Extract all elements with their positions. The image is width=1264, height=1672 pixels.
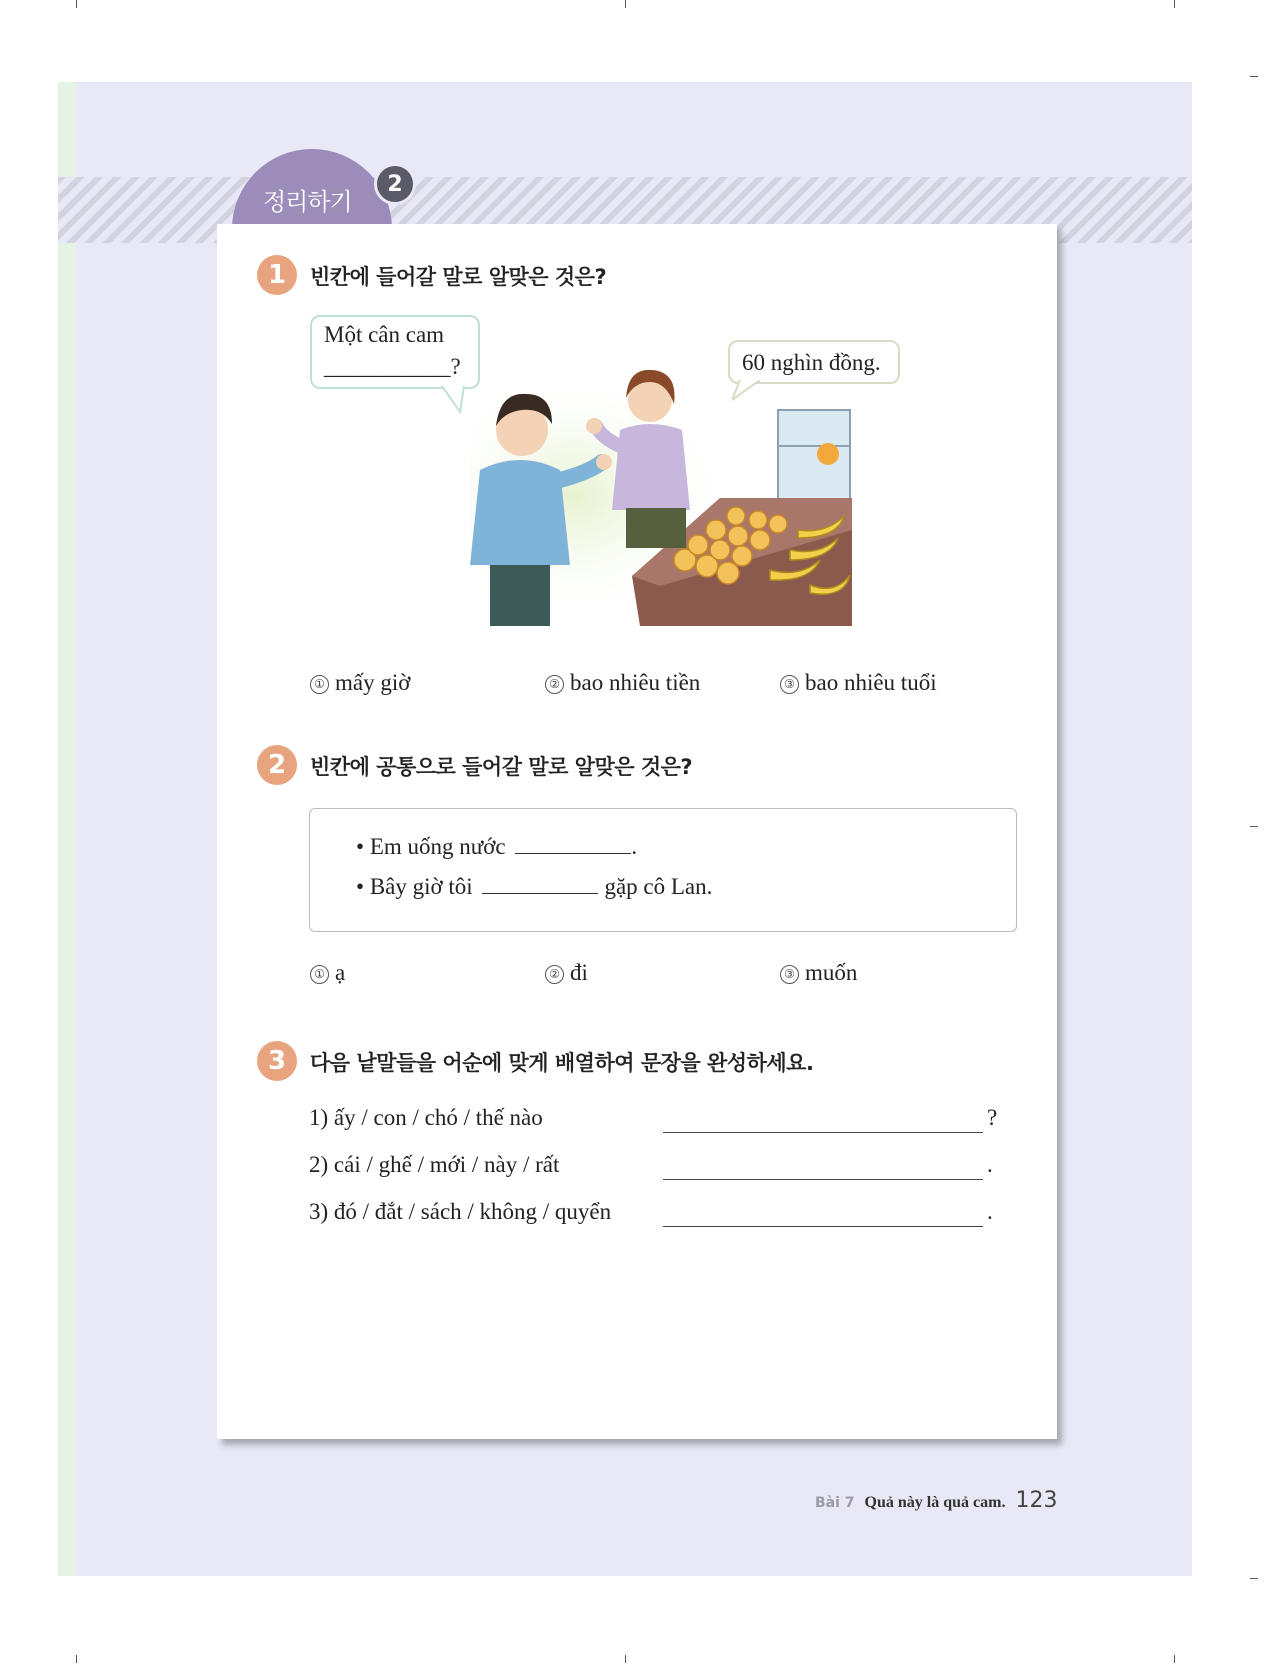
sentence-end: gặp cô Lan.	[604, 874, 713, 899]
option-mark: ③	[780, 675, 799, 694]
bullet: •	[356, 834, 365, 859]
sentence-text: Bây giờ tôi	[369, 874, 473, 899]
bullet: •	[356, 874, 365, 899]
fruit-shop-illustration	[470, 370, 852, 626]
question-number-2: 2	[257, 745, 297, 785]
answer-line-1[interactable]	[663, 1110, 983, 1133]
option-mark: ②	[545, 675, 564, 694]
sentence-1	[356, 833, 637, 860]
option-mark: ①	[310, 965, 329, 984]
trim-mark	[76, 0, 77, 8]
question-prompt-1: 빈칸에 들어갈 말로 알맞은 것은?	[310, 265, 607, 289]
section-number-badge: 2	[374, 163, 416, 205]
page-footer	[815, 1488, 1057, 1513]
option-text: đi	[570, 960, 588, 985]
bubble-line-1: Một cân cam	[324, 322, 445, 347]
trim-mark	[1174, 0, 1175, 8]
trim-mark	[625, 0, 626, 8]
section-title: 정리하기	[263, 188, 352, 216]
trim-mark	[76, 1655, 77, 1663]
option-text: mấy giờ	[335, 670, 411, 695]
trim-mark	[625, 1655, 626, 1663]
option-mark: ①	[310, 675, 329, 694]
sentence-end: .	[631, 834, 638, 859]
footer-title: Quả này là quả cam.	[864, 1494, 1006, 1511]
question-number-3: 3	[257, 1041, 297, 1081]
answer-end-3: .	[987, 1199, 993, 1224]
sentence-box	[309, 808, 1017, 932]
answer-line-3[interactable]	[663, 1204, 983, 1227]
question-prompt-2: 빈칸에 공통으로 들어갈 말로 알맞은 것은?	[310, 755, 693, 779]
word-order-item-2: 2) cái / ghế / mới / này / rất	[309, 1152, 560, 1177]
display-case-icon	[778, 410, 850, 500]
question-number-1: 1	[257, 255, 297, 295]
option-text: bao nhiêu tiền	[570, 670, 701, 695]
option-text: muốn	[805, 960, 858, 985]
sentence-2	[356, 873, 712, 900]
q2-option-3[interactable]	[780, 960, 857, 986]
speech-bubble-tail	[440, 386, 470, 414]
page-edge-strip	[58, 82, 76, 1576]
page-number: 123	[1015, 1488, 1058, 1513]
orange-icon	[817, 443, 839, 465]
q2-option-2[interactable]	[545, 960, 588, 986]
footer-lesson: Bài 7	[815, 1495, 855, 1511]
sentence-text: Em uống nước	[369, 834, 506, 859]
option-text: ạ	[335, 960, 346, 985]
answer-end-1: ?	[987, 1105, 998, 1130]
word-order-item-1: 1) ấy / con / chó / thế nào	[309, 1105, 543, 1130]
answer-blank[interactable]	[515, 833, 631, 854]
answer-blank[interactable]	[482, 873, 598, 894]
bubble-line-2: ___________?	[324, 354, 461, 379]
trim-mark	[1250, 826, 1258, 827]
trim-mark	[1174, 1655, 1175, 1663]
q1-option-1[interactable]	[310, 670, 410, 696]
question-prompt-3: 다음 낱말들을 어순에 맞게 배열하여 문장을 완성하세요.	[310, 1051, 814, 1075]
q1-option-3[interactable]	[780, 670, 937, 696]
q1-option-2[interactable]	[545, 670, 700, 696]
q2-option-1[interactable]	[310, 960, 345, 986]
answer-line-2[interactable]	[663, 1157, 983, 1180]
word-order-item-3: 3) đó / đắt / sách / không / quyển	[309, 1199, 612, 1224]
speech-bubble-question	[310, 315, 480, 389]
trim-mark	[1250, 1578, 1258, 1579]
option-text: bao nhiêu tuổi	[805, 670, 937, 695]
answer-end-2: .	[987, 1152, 993, 1177]
option-mark: ③	[780, 965, 799, 984]
option-mark: ②	[545, 965, 564, 984]
speech-bubble-answer: 60 nghìn đồng.	[728, 340, 900, 384]
trim-mark	[1250, 76, 1258, 77]
